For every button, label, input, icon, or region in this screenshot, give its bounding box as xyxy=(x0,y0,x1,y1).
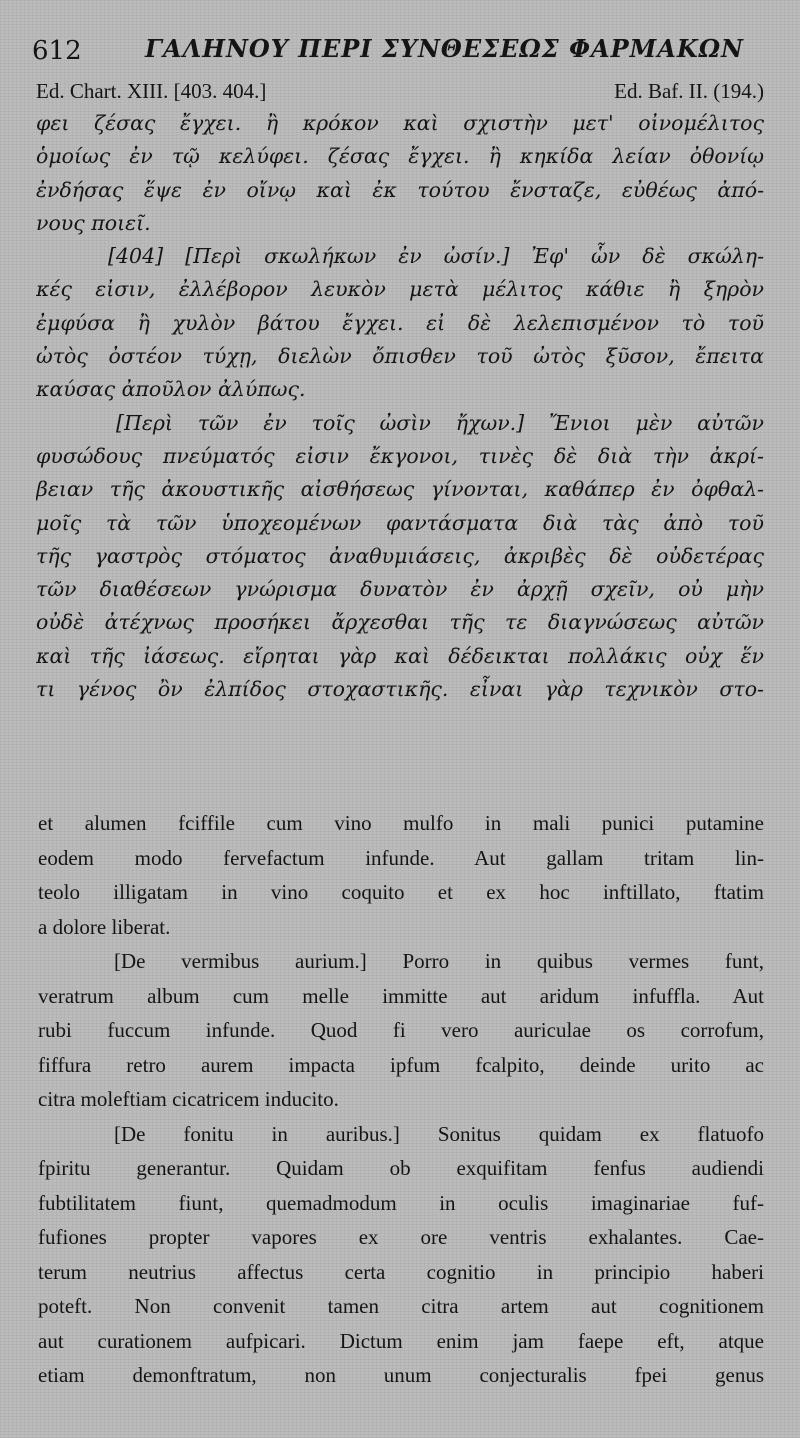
latin-line: fufiones propter vapores ex ore ventris exhalantes. Cae- xyxy=(38,1225,764,1249)
greek-line: μοῖς τὰ τῶν ὑποχεομένων φαντάσματα διὰ τὰς ἀπὸ τοῦ xyxy=(36,510,764,535)
greek-line: ὠτὸς ὀστέον τύχῃ, διελὼν ὄπισθεν τοῦ ὠτὸς ξῦσον, ἔπειτα xyxy=(36,344,764,369)
greek-line: [Περὶ τῶν ἐν τοῖς ὠσὶν ἤχων.] Ἔνιοι μὲν αὐτῶν xyxy=(116,410,764,435)
greek-line: ἐμφύσα ἢ χυλὸν βάτου ἔγχει. εἰ δὲ λελεπισμένον τὸ τοῦ xyxy=(36,310,764,335)
greek-line: τι γένος ὂν ἐλπίδος στοχαστικῆς. εἶναι γὰρ τεχνικὸν στο- xyxy=(36,677,764,702)
latin-line: rubi fuccum infunde. Quod fi vero auriculae os corrofum, xyxy=(38,1018,764,1042)
latin-line: aut curationem aufpicari. Dictum enim jam faepe eft, atque xyxy=(38,1328,764,1353)
greek-line: νους ποιεῖ. xyxy=(36,210,151,235)
page-header xyxy=(0,30,800,70)
latin-line: teolo illigatam in vino coquito et ex hoc inftillato, ftatim xyxy=(38,880,764,904)
running-title: ΓΑΛΗΝΟΥ ΠΕΡΙ ΣΥΝΘΕΣΕΩΣ ΦΑΡΜΑΚΩΝ xyxy=(145,34,744,63)
latin-line: etiam demonftratum, non unum conjecturalis fpei genus xyxy=(38,1363,764,1387)
greek-line: τῆς γαστρὸς στόματος ἀναθυμιάσεις, ἀκριβὲς δὲ οὐδετέρας xyxy=(36,543,764,568)
latin-line: terum neutrius affectus certa cognitio in principio haberi xyxy=(38,1259,764,1284)
edition-reference-row xyxy=(36,79,764,109)
latin-line: [De vermibus aurium.] Porro in quibus vermes funt, xyxy=(114,949,764,973)
latin-line: poteft. Non convenit tamen citra artem aut cognitionem xyxy=(38,1294,764,1318)
edition-reference-right: Ed. Baf. II. (194.) xyxy=(614,79,764,103)
latin-line: [De fonitu in auribus.] Sonitus quidam ex flatuofo xyxy=(114,1121,764,1146)
greek-line: τῶν διαθέσεων γνώρισμα δυνατὸν ἐν ἀρχῇ σχεῖν, οὐ μὴν xyxy=(36,577,764,602)
edition-reference-left: Ed. Chart. XIII. [403. 404.] xyxy=(36,79,267,103)
greek-text-block xyxy=(36,107,764,706)
greek-line: ὁμοίως ἐν τῷ κελύφει. ζέσας ἔγχει. ἢ κηκίδα λείαν ὀθονίῳ xyxy=(36,144,764,169)
latin-line: fiffura retro aurem impacta ipfum fcalpito, deinde urito ac xyxy=(38,1052,764,1077)
greek-line: φει ζέσας ἔγχει. ἢ κρόκον καὶ σχιστὴν μετ' οἰνομέλιτος xyxy=(36,111,764,135)
latin-line: eodem modo fervefactum infunde. Aut gallam tritam lin- xyxy=(38,845,764,870)
latin-line: fpiritu generantur. Quidam ob exquifitam fenfus audiendi xyxy=(38,1156,764,1180)
latin-line: fubtilitatem fiunt, quemadmodum in oculis imaginariae fuf- xyxy=(38,1190,764,1215)
greek-line: καὶ τῆς ἰάσεως. εἴρηται γὰρ καὶ δέδεικται πολλάκις οὐχ ἕν xyxy=(36,643,764,668)
greek-line: [404] [Περὶ σκωλήκων ἐν ὠσίν.] Ἐφ' ὧν δὲ σκώλη- xyxy=(108,244,764,269)
greek-line: ἐνδήσας ἕψε ἐν οἴνῳ καὶ ἐκ τούτου ἔνσταζε, εὐθέως ἀπό- xyxy=(36,177,764,202)
greek-line: καύσας ἀποῦλον ἀλύπως. xyxy=(36,377,306,402)
page-number: 612 xyxy=(32,36,82,66)
latin-line: veratrum album cum melle immitte aut aridum infuffla. Aut xyxy=(38,983,764,1008)
latin-line: et alumen fciffile cum vino mulfo in mali punici putamine xyxy=(38,811,764,835)
latin-text-block xyxy=(38,806,764,1393)
latin-line: citra moleftiam cicatricem inducito. xyxy=(38,1087,339,1111)
greek-line: οὐδὲ ἀτέχνως προσήκει ἄρχεσθαι τῆς τε διαγνώσεως αὐτῶν xyxy=(36,610,764,635)
greek-line: βειαν τῆς ἀκουστικῆς αἰσθήσεως γίνονται, καθάπερ ἐν ὀφθαλ- xyxy=(36,477,764,502)
greek-line: φυσώδους πνεύματός εἰσιν ἔκγονοι, τινὲς δὲ διὰ τὴν ἀκρί- xyxy=(36,443,764,468)
latin-line: a dolore liberat. xyxy=(38,914,171,939)
greek-line: κές εἰσιν, ἐλλέβορον λευκὸν μετὰ μέλιτος κάθιε ἢ ξηρὸν xyxy=(36,277,764,302)
